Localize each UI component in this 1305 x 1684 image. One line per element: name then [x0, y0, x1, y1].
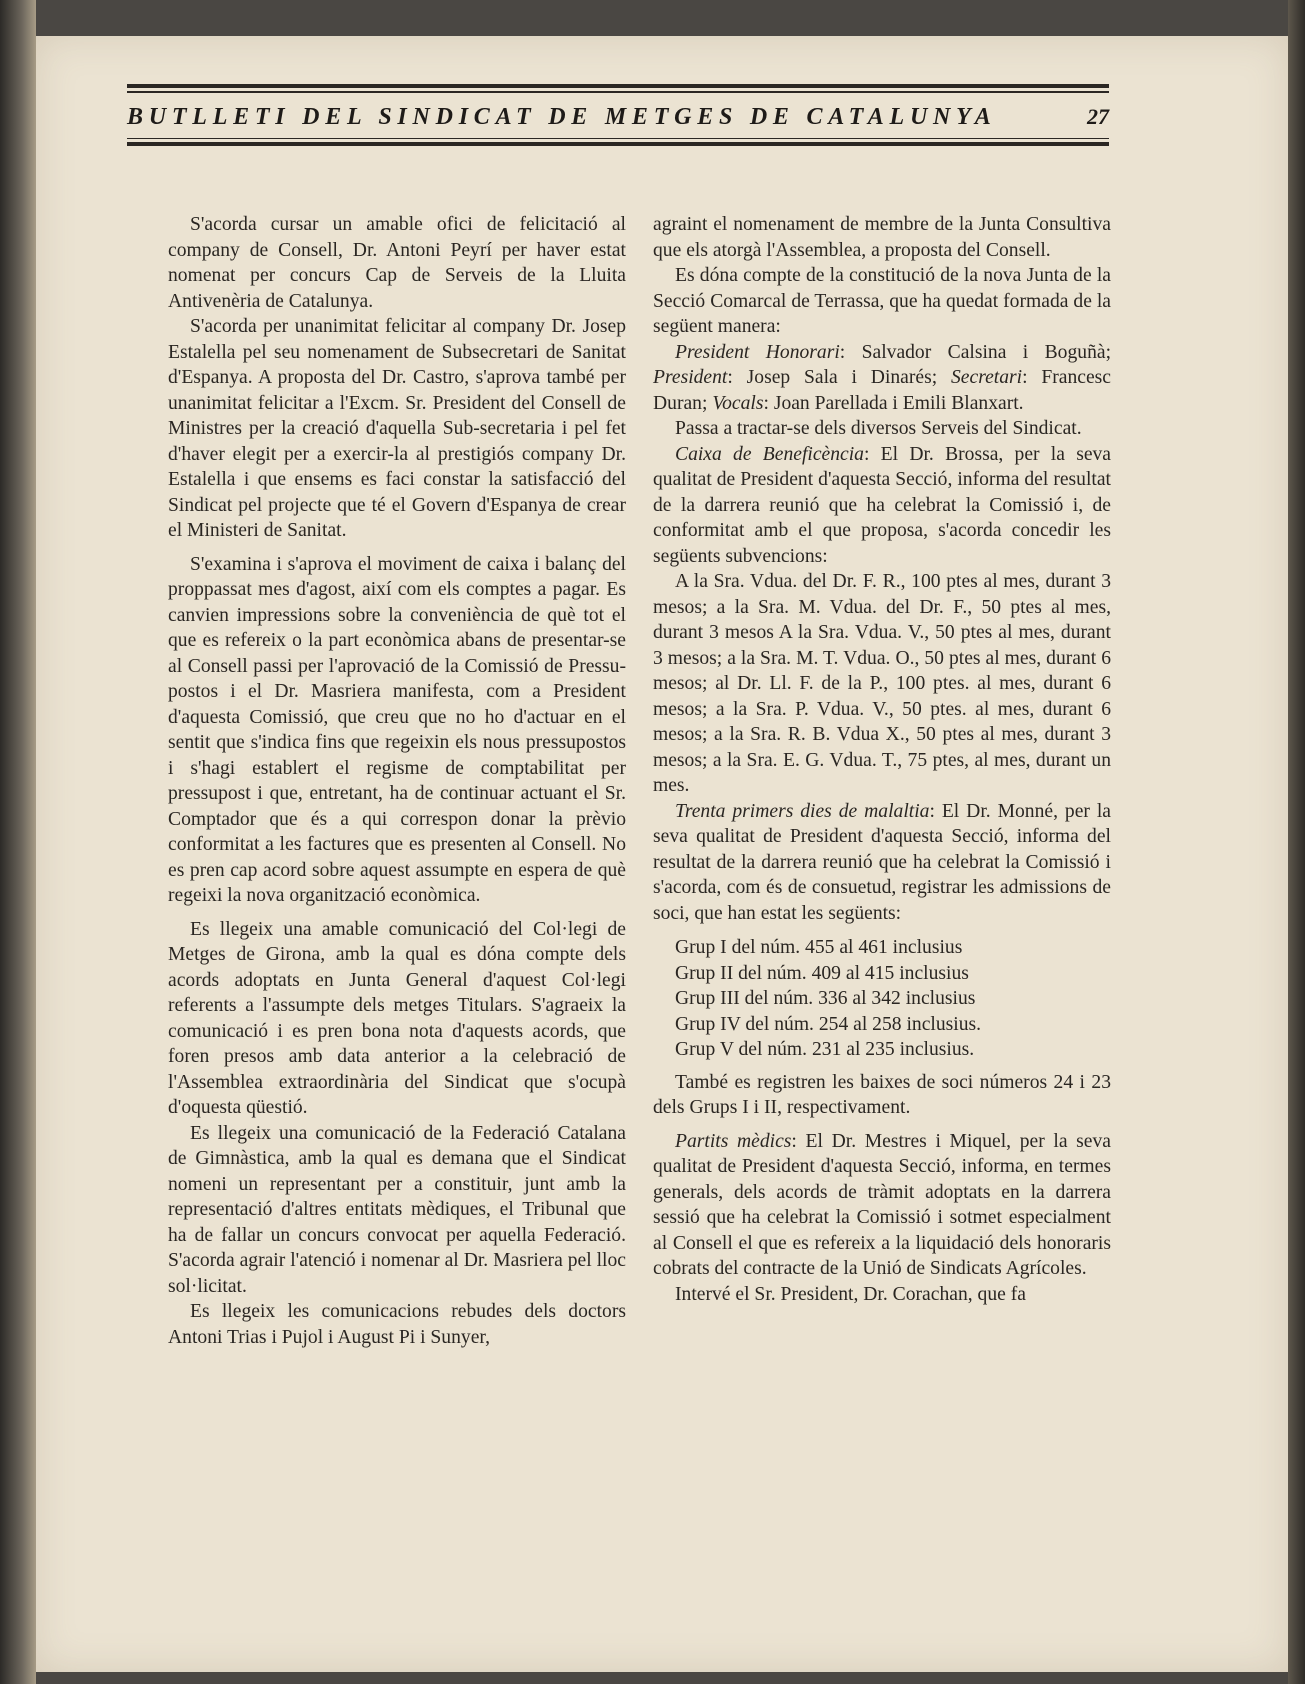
role-president-honorari: President Honorari	[675, 341, 840, 363]
paragraph-intervencio: Intervé el Sr. President, Dr. Corachan, que fa	[675, 1283, 1026, 1305]
header-bottom-rule-thin	[127, 138, 1109, 140]
paragraph-caixa-beneficencia: Caixa de Beneficència: El Dr. Brossa, per la seva qualitat de President d'aquesta Secció, informa del resultat de la darrera reunió que ha celebrat la Comissió i, de conformitat amb el que proposa, s'acorda concedir les següents subvencions:	[653, 443, 1112, 567]
names-secretari: Francesc Duran	[653, 367, 1112, 414]
heading-caixa-beneficencia: Caixa de Beneficència	[675, 443, 864, 465]
text-trenta-dies: El Dr. Monné, per la seva qualitat de President d'aquesta Secció, informa del resultat de la darrera reunió que ha celebrat la Comissió i s'acorda, com és de consuetud, registrar les admissions de soci, que han estat les següents:	[653, 800, 1111, 924]
role-secretari: Secretari	[951, 367, 1023, 388]
heading-trenta-dies: Trenta primers dies de malaltia	[675, 800, 930, 822]
grups-list	[653, 935, 1111, 1063]
list-item: Grup V del núm. 231 al 235 inclusius.	[675, 1039, 975, 1060]
text-caixa-beneficencia: El Dr. Brossa, per la seva qualitat de President d'aquesta Secció, informa del resultat de la darrera reunió que ha celebrat la Comissió i, de conformitat amb el que proposa, s'acorda concedir les següents subvencions:	[653, 443, 1112, 567]
scan-right-edge	[1288, 0, 1305, 1684]
paragraph-moviment-caixa: S'examina i s'aprova el moviment de caixa i balanç del proppassat mes d'agost, així com els comptes a pagar. Es canvien impressions sobre la conveniència de què tot el que es refereix o la part econòmica abans de presentar-se al Consell passi per l'aprovació de la Comissió de Pressupostos i el Dr. Masriera manifesta, com a President d'aquesta Comissió, que creu que no ho d'actuar en el sentit que s'indica fins que regeixin els nous pressupostos i s'hagi establert el regisme de comptabilitat per pressupost i que, entretant, ha de continuar actuant el Sr. Comptador que és a qui correspon donar la prèvio conformitat a les factures que es presenten al Consell. No es pren cap acord sobre aquest assumpte en espera de què regeixi la nova organització econòmica.	[168, 553, 626, 906]
paragraph-federacio-gimnastica: Es llegeix una comunicació de la Federació Catalana de Gimnàstica, amb la qual es demana que el Sindicat nomeni un representant per a constituir, junt amb la representació d'altres entitats mèdiques, el Tribunal que ha de fallar un concurs convocat per aquella Federació. S'acorda agrair l'atenció i nomenar al Dr. Masriera pel lloc sol·licitat.	[168, 1122, 626, 1297]
heading-partits-medics: Partits mèdics	[675, 1130, 792, 1152]
paragraph-comunicacions-doctors: Es llegeix les comunicacions rebudes dels doctors Antoni Trias i Pujol i August Pi i Sunyer,	[168, 1301, 626, 1348]
header-bottom-rule	[127, 142, 1109, 146]
names-president-honorari: Salvador Calsina i Boguñà	[861, 341, 1106, 363]
text-partits-medics: El Dr. Mestres i Miquel, per la seva qualitat de President d'aquesta Secció, informa, en termes generals, dels acords de tràmit adoptats en la darrera sessió que ha celebrat la Comissió i sotmet especialment al Consell el que es refereix a la liquidació dels honoraris cobrats del contracte de la Unió de Sindicats Agrícoles.	[653, 1130, 1111, 1279]
list-item: Grup IV del núm. 254 al 258 inclusius.	[675, 1013, 982, 1035]
header-top-rule-thin	[127, 91, 1109, 93]
paragraph-serveis: Passa a tractar-se dels diversos Serveis del Sindicat.	[675, 418, 1082, 439]
paragraph-baixes: També es registren les baixes de soci números 24 i 23 dels Grups I i II, respectivament.	[653, 1071, 1111, 1118]
right-column	[653, 212, 1111, 1307]
paragraph-continuation: agraint el nomenament de membre de la Junta Consultiva que els atorgà l'Assemblea, a proposta del Consell.	[653, 214, 1111, 261]
list-item: Grup II del núm. 409 al 415 inclusius	[675, 962, 969, 984]
paragraph-partits-medics: Partits mèdics: El Dr. Mestres i Miquel, per la seva qualitat de President d'aquesta Secció, informa, en termes generals, dels acords de tràmit adoptats en la darrera sessió que ha celebrat la Comissió i sotmet especialment al Consell el que es refereix a la liquidació dels honoraris cobrats del contracte de la Unió de Sindicats Agrícoles.	[653, 1130, 1111, 1279]
page-header	[127, 84, 1109, 146]
paragraph-junta-members: President Honorari: Salvador Calsina i Boguñà; President: Josep Sala i Dinarés; Secretari: Francesc Duran; Vocals: Joan Parellada i Emili Blanxart.	[653, 341, 1112, 414]
paragraph-junta-terrassa: Es dóna compte de la constitució de la nova Junta de la Secció Comarcal de Terrassa, que ha quedat formada de la següent manera:	[653, 265, 1111, 337]
scan-left-edge	[0, 0, 36, 1684]
paragraph-felicitacio-peyri: S'acorda cursar un amable ofici de felicitació al company de Consell, Dr. Antoni Peyrí per haver estat nomenat per concurs Cap de Serveis de la Lluita Antivenèria de Catalunya.	[168, 214, 626, 312]
list-item: Grup I del núm. 455 al 461 inclusius	[675, 937, 963, 958]
names-vocals: Joan Parellada i Emili Blanxart.	[773, 392, 1024, 414]
page-number: 27	[1087, 103, 1109, 129]
list-item: Grup III del núm. 336 al 342 inclusius	[675, 988, 976, 1009]
role-vocals: Vocals	[712, 392, 764, 414]
left-column	[168, 212, 626, 1350]
paragraph-collegi-girona: Es llegeix una amable comunicació del Col·legi de Metges de Girona, amb la qual es dóna compte dels acords adoptats en Junta General d'aquest Col·legi referents a l'assumpte dels metges Titulars. S'agraeix la comunicació i es pren bona nota d'aquests acords, que foren presos amb data anterior a la celebració de l'Assemblea extraordinària del Sindicat que s'ocupà d'oquesta qüestió.	[168, 918, 626, 1118]
paragraph-estalella: S'acorda per unanimitat felicitar al company Dr. Josep Estalella pel seu nomenament de Subsecretari de Sanitat d'Espanya. A proposta del Dr. Castro, s'aprova també per unanimitat felicitar a l'Excm. Sr. President del Consell de Ministres per la creació d'aquella Sub-secretaria i pel fet d'haver elegit per a exercir-la al prestigiós company Dr. Estalella i que ensems es faci constar la satisfacció del Sindicat pel projecte que té el Govern d'Espanya de crear el Ministeri de Sanitat.	[168, 316, 626, 541]
names-president: Josep Sala i Dinarés	[746, 367, 932, 388]
header-top-rule	[127, 84, 1109, 88]
role-president: President	[653, 367, 728, 388]
paragraph-subvencions: A la Sra. Vdua. del Dr. F. R., 100 ptes al mes, durant 3 mesos; a la Sra. M. Vdua. del Dr. F., 50 ptes al mes, durant 3 mesos A la Sra. Vdua. V., 50 ptes al mes, durant 3 mesos; a la Sra. M. T. Vdua. O., 50 ptes al mes, durant 6 mesos; al Dr. Ll. F. de la P., 100 ptes. al mes, durant 6 mesos; a la Sra. P. Vdua. V., 50 ptes. al mes, durant 6 mesos; a la Sra. R. B. Vdua X., 50 ptes al mes, durant 3 mesos; a la Sra. E. G. Vdua. T., 75 ptes, al mes, durant un mes.	[653, 571, 1111, 796]
paragraph-trenta-dies: Trenta primers dies de malaltia: El Dr. Monné, per la seva qualitat de President d'aquesta Secció, informa del resultat de la darrera reunió que ha celebrat la Comissió i s'acorda, com és de consuetud, registrar les admissions de soci, que han estat les següents:	[653, 800, 1111, 924]
running-title: BUTLLETI DEL SINDICAT DE METGES DE CATALUNYA	[127, 103, 997, 130]
